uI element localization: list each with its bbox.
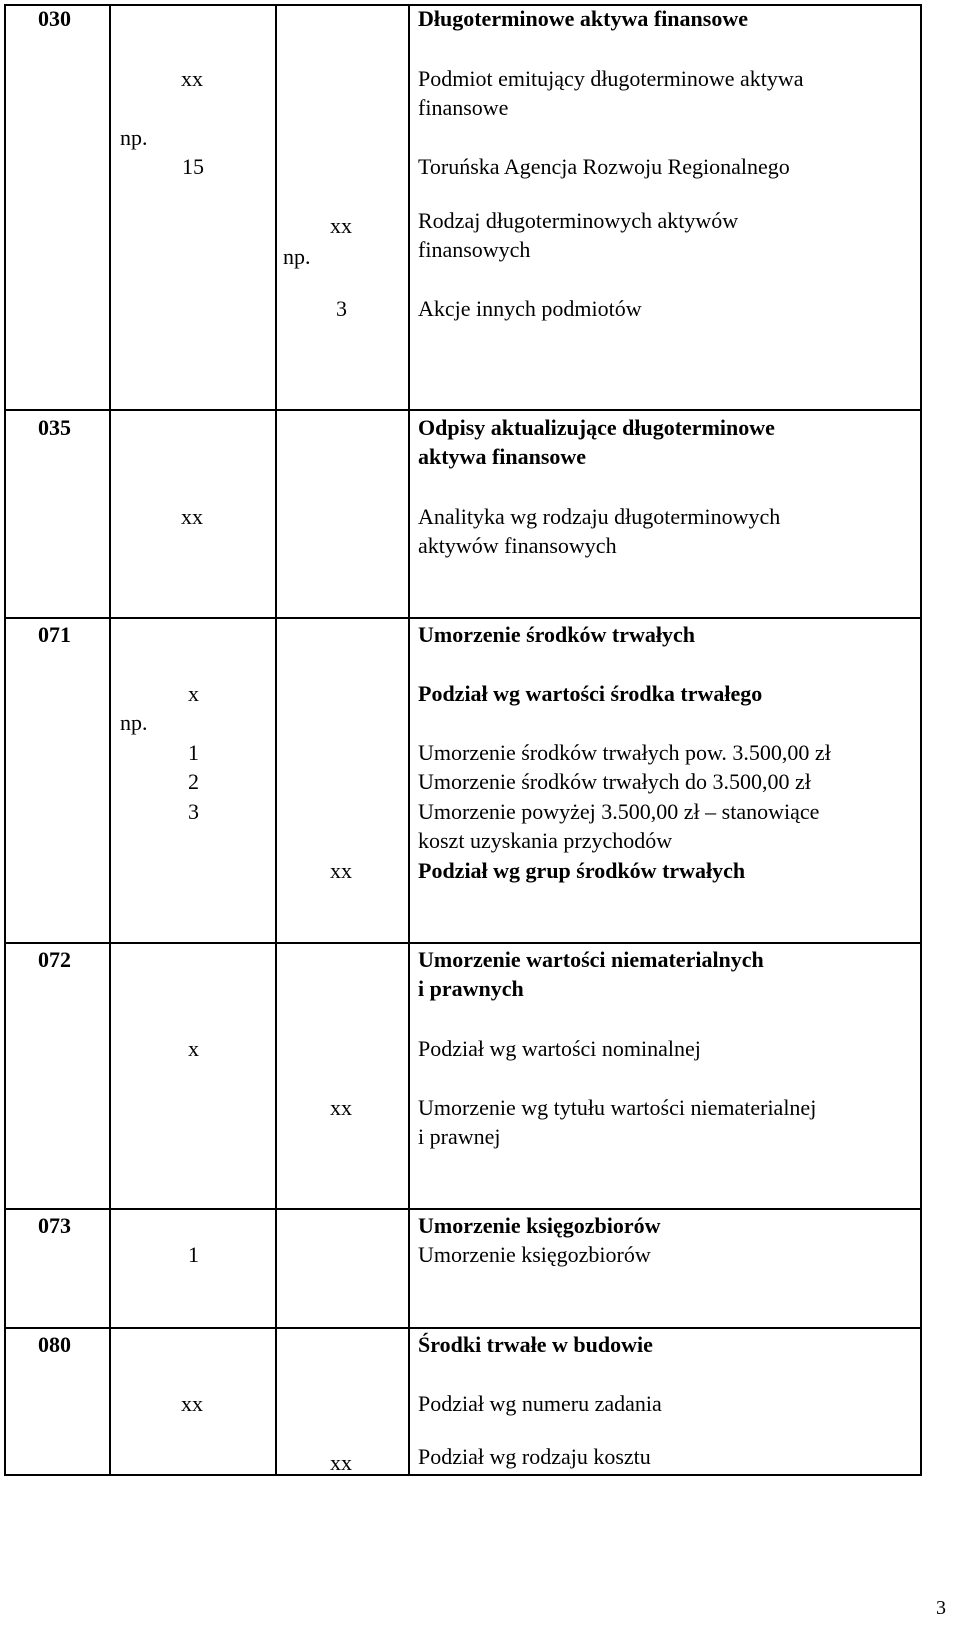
analytics-marker: x <box>188 1036 199 1061</box>
analytics-description-cont: finansowych <box>418 237 531 262</box>
account-code: 030 <box>38 6 71 31</box>
example-number: 2 <box>188 769 199 794</box>
example-text: Umorzenie powyżej 3.500,00 zł – stanowiące <box>418 799 820 824</box>
table-border-bottom <box>4 1474 922 1476</box>
page-number: 3 <box>936 1597 946 1619</box>
example-text: Toruńska Agencja Rozwoju Regionalnego <box>418 154 790 179</box>
table-row-divider <box>4 1208 922 1210</box>
account-title: Odpisy aktualizujące długoterminowe <box>418 415 775 440</box>
account-code: 072 <box>38 947 71 972</box>
account-title: Długoterminowe aktywa finansowe <box>418 6 748 31</box>
analytics-marker: xx <box>181 1391 203 1416</box>
account-title: Środki trwałe w budowie <box>418 1332 653 1357</box>
example-number: 15 <box>182 154 204 179</box>
example-text: Umorzenie środków trwałych pow. 3.500,00 zł <box>418 740 831 765</box>
example-label: np. <box>283 244 311 269</box>
account-title: Umorzenie wartości niematerialnych <box>418 947 764 972</box>
table-column-divider <box>109 4 111 1476</box>
analytics-subtitle: Podział wg wartości środka trwałego <box>418 681 763 706</box>
analytics-description: Podział wg rodzaju kosztu <box>418 1444 651 1469</box>
analytics-marker: xx <box>330 1095 352 1120</box>
analytics-subtitle: Podział wg grup środków trwałych <box>418 858 746 883</box>
analytics-marker: xx <box>330 858 352 883</box>
account-code: 073 <box>38 1213 71 1238</box>
analytics-description: Umorzenie księgozbiorów <box>418 1242 651 1267</box>
account-title: Umorzenie środków trwałych <box>418 622 695 647</box>
account-title-cont: i prawnych <box>418 976 524 1001</box>
example-text-cont: koszt uzyskania przychodów <box>418 828 673 853</box>
analytics-description: Podział wg wartości nominalnej <box>418 1036 701 1061</box>
example-number: 3 <box>188 799 199 824</box>
account-title: Umorzenie księgozbiorów <box>418 1213 661 1238</box>
table-border-right <box>920 4 922 1476</box>
analytics-description: Podział wg numeru zadania <box>418 1391 662 1416</box>
example-text: Umorzenie środków trwałych do 3.500,00 zł <box>418 769 811 794</box>
analytics-description: Analityka wg rodzaju długoterminowych <box>418 504 781 529</box>
example-number: 1 <box>188 740 199 765</box>
table-border-left <box>4 4 6 1476</box>
analytics-description-cont: i prawnej <box>418 1124 501 1149</box>
table-row-divider <box>4 942 922 944</box>
account-title-cont: aktywa finansowe <box>418 444 587 469</box>
table-column-divider <box>275 4 277 1476</box>
account-code: 071 <box>38 622 71 647</box>
example-label: np. <box>120 710 148 735</box>
account-code: 035 <box>38 415 71 440</box>
table-row-divider <box>4 617 922 619</box>
analytics-description: Umorzenie wg tytułu wartości niematerialnej <box>418 1095 817 1120</box>
analytics-description-cont: finansowe <box>418 95 509 120</box>
table-row-divider <box>4 409 922 411</box>
example-label: np. <box>120 125 148 150</box>
analytics-marker: xx <box>181 504 203 529</box>
analytics-description: Rodzaj długoterminowych aktywów <box>418 208 739 233</box>
analytics-marker: xx <box>330 1450 352 1475</box>
table-row-divider <box>4 1327 922 1329</box>
analytics-marker: 1 <box>188 1242 199 1267</box>
table-column-divider <box>408 4 410 1476</box>
example-number: 3 <box>336 296 347 321</box>
analytics-description-cont: aktywów finansowych <box>418 533 617 558</box>
account-code: 080 <box>38 1332 71 1357</box>
analytics-marker: x <box>188 681 199 706</box>
analytics-marker: xx <box>330 213 352 238</box>
analytics-description: Podmiot emitujący długoterminowe aktywa <box>418 66 804 91</box>
analytics-marker: xx <box>181 66 203 91</box>
example-text: Akcje innych podmiotów <box>418 296 642 321</box>
